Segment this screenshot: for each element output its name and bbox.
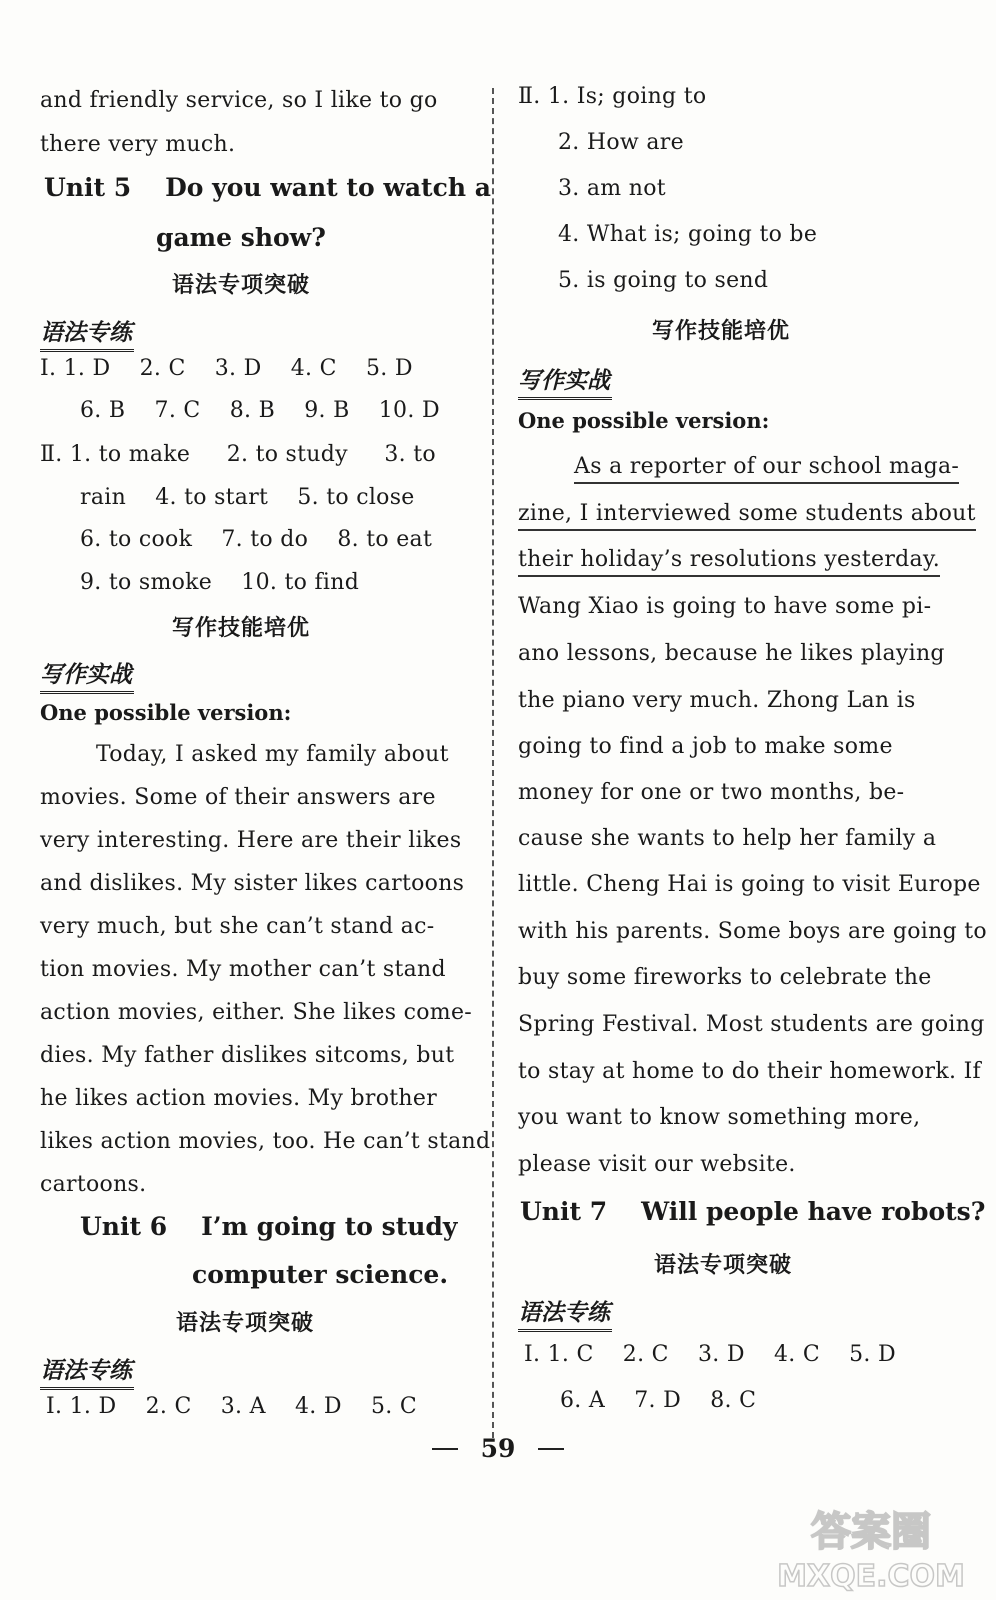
svg-text:MXQE.COM: MXQE.COM	[777, 1559, 965, 1594]
unit6-essay-line: little. Cheng Hai is going to visit Europe	[518, 872, 981, 897]
watermark-logo	[766, 1500, 976, 1595]
unit5-essay-line: very interesting. Here are their likes	[40, 828, 462, 853]
unit5-essay-line: dies. My father dislikes sitcoms, but	[40, 1043, 455, 1068]
unit7-number: Unit 7	[520, 1197, 608, 1226]
page-number-value: 59	[480, 1434, 516, 1463]
unit6-essay-line: Spring Festival. Most students are going	[518, 1012, 985, 1037]
svg-text:答案圈: 答案圈	[811, 1509, 931, 1555]
unit6-essay-line: buy some fireworks to celebrate the	[518, 965, 932, 990]
unit6-essay-line: to stay at home to do their homework. If	[518, 1059, 981, 1084]
unit7-heading	[520, 1197, 985, 1226]
unit5-ex1-line2: 6. B 7. C 8. B 9. B 10. D	[80, 398, 440, 423]
unit5-version-label: One possible version:	[40, 700, 292, 725]
unit5-title-line1: Do you want to watch a	[165, 173, 491, 202]
intro-line: and friendly service, so I like to go	[40, 88, 438, 113]
page-number-dash-left	[432, 1448, 458, 1450]
unit7-ex1-line1: Ⅰ. 1. C 2. C 3. D 4. C 5. D	[524, 1342, 896, 1367]
unit5-essay-line: Today, I asked my family about	[96, 742, 449, 767]
unit6-writing-practice-heading: 写作实战	[518, 362, 612, 400]
unit6-essay-line: you want to know something more,	[518, 1105, 921, 1130]
unit6-version-label: One possible version:	[518, 408, 770, 433]
unit6-essay-line: the piano very much. Zhong Lan is	[518, 688, 916, 713]
unit5-heading	[44, 173, 491, 202]
unit6-essay-line: Wang Xiao is going to have some pi-	[518, 594, 932, 619]
unit5-ex1-line1: Ⅰ. 1. D 2. C 3. D 4. C 5. D	[40, 356, 413, 381]
unit5-ex2-line1: Ⅱ. 1. to make 2. to study 3. to	[40, 442, 436, 467]
unit5-essay-line: very much, but she can’t stand ac-	[40, 914, 435, 939]
unit7-practice-heading: 语法专练	[518, 1294, 612, 1332]
intro-line: there very much.	[40, 132, 236, 157]
unit6-ex2-line: 2. How are	[558, 130, 684, 155]
unit5-writing-practice-heading: 写作实战	[40, 656, 134, 694]
unit5-essay-line: likes action movies, too. He can’t stand	[40, 1129, 491, 1154]
unit7-ex1-line2: 6. A 7. D 8. C	[560, 1388, 757, 1413]
unit5-practice-heading: 语法专练	[40, 314, 134, 352]
unit6-grammar-heading: 语法专项突破	[176, 1311, 315, 1336]
unit6-ex2-line: Ⅱ. 1. Is; going to	[518, 84, 707, 109]
unit5-title-line2: game show?	[156, 223, 326, 252]
unit6-writing-heading: 写作技能培优	[652, 319, 791, 344]
unit6-essay-line: please visit our website.	[518, 1152, 796, 1177]
page-number-dash-right	[538, 1448, 564, 1450]
unit6-essay-line: cause she wants to help her family a	[518, 826, 937, 851]
unit6-practice-heading: 语法专练	[40, 1352, 134, 1390]
unit5-writing-heading: 写作技能培优	[172, 616, 311, 641]
unit6-number: Unit 6	[80, 1212, 168, 1241]
unit6-title-line1: I’m going to study	[201, 1212, 458, 1241]
unit6-essay-line: going to find a job to make some	[518, 734, 893, 759]
unit6-essay-line: ano lessons, because he likes playing	[518, 641, 945, 666]
unit5-essay-line: and dislikes. My sister likes cartoons	[40, 871, 465, 896]
unit6-essay-line-underlined: As a reporter of our school maga-	[574, 452, 959, 484]
unit6-title-line2: computer science.	[192, 1260, 449, 1289]
unit5-grammar-heading: 语法专项突破	[172, 273, 311, 298]
unit6-ex2-line: 5. is going to send	[558, 268, 769, 293]
unit5-ex2-line4: 9. to smoke 10. to find	[80, 570, 360, 595]
unit6-essay-line: with his parents. Some boys are going to	[518, 919, 987, 944]
unit5-essay-line: tion movies. My mother can’t stand	[40, 957, 446, 982]
page-number	[432, 1434, 564, 1463]
unit6-ex1-line1: Ⅰ. 1. D 2. C 3. A 4. D 5. C	[46, 1394, 418, 1419]
unit6-essay-line-underlined: zine, I interviewed some students about	[518, 499, 976, 531]
unit6-essay-line-underlined: their holiday’s resolutions yesterday.	[518, 545, 940, 577]
column-divider	[492, 88, 494, 1438]
unit5-essay-line: he likes action movies. My brother	[40, 1086, 438, 1111]
unit5-essay-line: movies. Some of their answers are	[40, 785, 436, 810]
unit6-ex2-line: 4. What is; going to be	[558, 222, 818, 247]
unit6-ex2-line: 3. am not	[558, 176, 666, 201]
unit5-ex2-line3: 6. to cook 7. to do 8. to eat	[80, 527, 433, 552]
unit5-essay-line: action movies, either. She likes come-	[40, 1000, 472, 1025]
unit5-ex2-line2: rain 4. to start 5. to close	[80, 485, 415, 510]
unit7-title: Will people have robots?	[641, 1197, 986, 1226]
unit5-essay-line: cartoons.	[40, 1172, 147, 1197]
unit7-grammar-heading: 语法专项突破	[654, 1253, 793, 1278]
unit5-number: Unit 5	[44, 173, 132, 202]
unit6-heading	[80, 1212, 457, 1241]
unit6-essay-line: money for one or two months, be-	[518, 780, 905, 805]
